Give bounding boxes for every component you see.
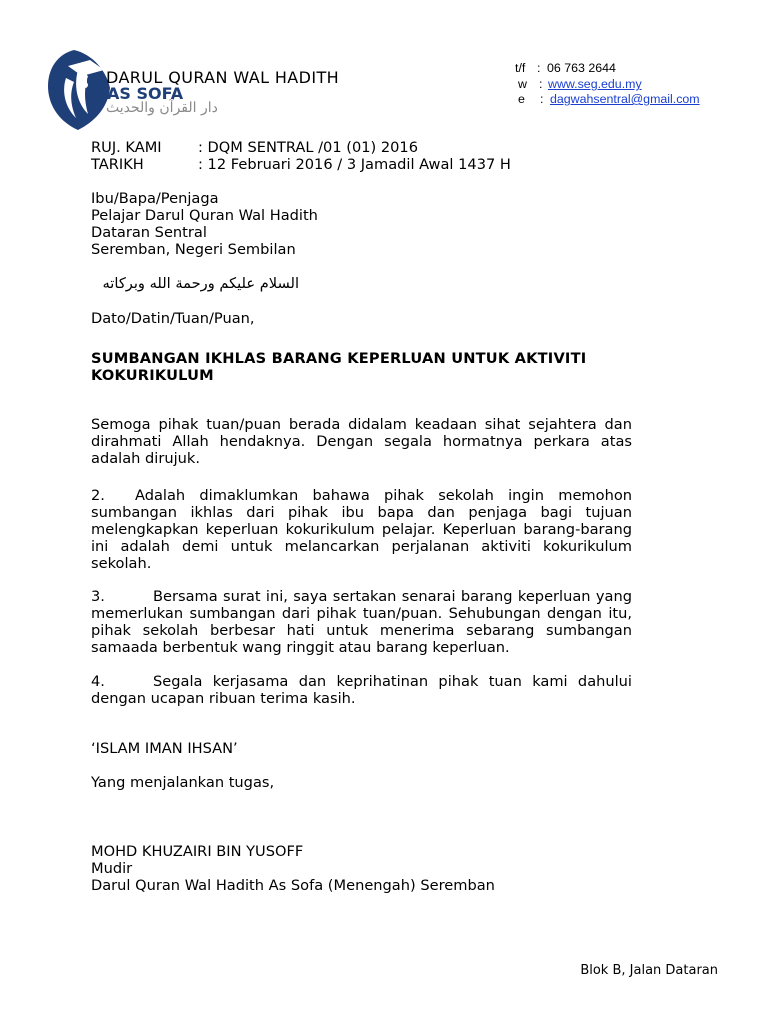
closing-line: Yang menjalankan tugas,: [91, 774, 275, 791]
email-link[interactable]: dagwahsentral@gmail.com: [550, 92, 700, 106]
paragraph-1: [91, 416, 632, 467]
contact-sep: :: [540, 92, 544, 106]
recipient-line: Ibu/Bapa/Penjaga: [91, 190, 219, 207]
paragraph-number: 3.: [91, 588, 105, 605]
paragraph-3: [91, 588, 632, 656]
contact-phone-value: 06 763 2644: [547, 61, 616, 75]
paragraph-text: Adalah dimaklumkan bahawa pihak sekolah ingin memohon sumbangan ikhlas dari pihak ibu bapa dan penjaga bagi tujuan melengkapkan keperluan kokurikulum pelajar. Keperluan barang-barang ini adalah demi untuk melancarkan perjalanan aktiviti kokurikulum sekolah.: [91, 487, 632, 572]
paragraph-4: [91, 673, 632, 707]
date-label: TARIKH: [91, 156, 144, 173]
paragraph-text: Bersama surat ini, saya sertakan senarai barang keperluan yang memerlukan sumbangan dari pihak tuan/puan. Sehubungan dengan itu, pihak sekolah berbesar hati untuk menerima sebarang sumbangan samaada berbentuk wang ringgit atau barang keperluan.: [91, 588, 632, 656]
contact-label: w: [518, 77, 527, 91]
motto: ‘ISLAM IMAN IHSAN’: [91, 740, 238, 757]
paragraph-number: 2.: [91, 487, 105, 504]
paragraph-text: Segala kerjasama dan keprihatinan pihak tuan kami dahului dengan ucapan ribuan terima kasih.: [91, 673, 632, 707]
signatory-title: Mudir: [91, 860, 133, 877]
contact-phone: [515, 61, 735, 77]
date-value: : 12 Februari 2016 / 3 Jamadil Awal 1437 H: [198, 156, 511, 173]
contact-block: [515, 61, 735, 111]
reference-label: RUJ. KAMI: [91, 139, 162, 156]
contact-web: [515, 77, 735, 93]
paragraph-number: 4.: [91, 673, 105, 690]
signatory-name: MOHD KHUZAIRI BIN YUSOFF: [91, 843, 304, 860]
recipient-line: Pelajar Darul Quran Wal Hadith: [91, 207, 318, 224]
contact-label: t/f: [515, 61, 526, 75]
reference-row: [91, 139, 591, 157]
contact-email: [515, 92, 735, 108]
reference-value: : DQM SENTRAL /01 (01) 2016: [198, 139, 418, 156]
contact-label: e: [518, 92, 525, 106]
website-link[interactable]: www.seg.edu.my: [548, 77, 642, 91]
date-row: [91, 156, 591, 174]
contact-sep: :: [537, 61, 541, 75]
org-name-line2: AS SOFA: [107, 84, 184, 103]
org-name-arabic: دار القرآن والحديث: [106, 100, 218, 116]
subject-heading: SUMBANGAN IKHLAS BARANG KEPERLUAN UNTUK AKTIVITI KOKURIKULUM: [91, 350, 587, 384]
arabic-greeting: السلام عليكم ورحمة الله وبركاته: [102, 275, 299, 292]
salutation: Dato/Datin/Tuan/Puan,: [91, 310, 255, 327]
paragraph-text: Semoga pihak tuan/puan berada didalam keadaan sihat sejahtera dan dirahmati Allah hendaknya. Dengan segala hormatnya perkara atas adalah dirujuk.: [91, 416, 632, 467]
footer-address: Blok B, Jalan Dataran: [580, 963, 718, 978]
contact-sep: :: [539, 77, 543, 91]
recipient-line: Seremban, Negeri Sembilan: [91, 241, 296, 258]
school-logo-icon: [44, 48, 114, 132]
org-name-line1: DARUL QURAN WAL HADITH: [106, 68, 340, 87]
paragraph-2: [91, 487, 632, 572]
recipient-line: Dataran Sentral: [91, 224, 207, 241]
signatory-institution: Darul Quran Wal Hadith As Sofa (Menengah) Seremban: [91, 877, 495, 894]
